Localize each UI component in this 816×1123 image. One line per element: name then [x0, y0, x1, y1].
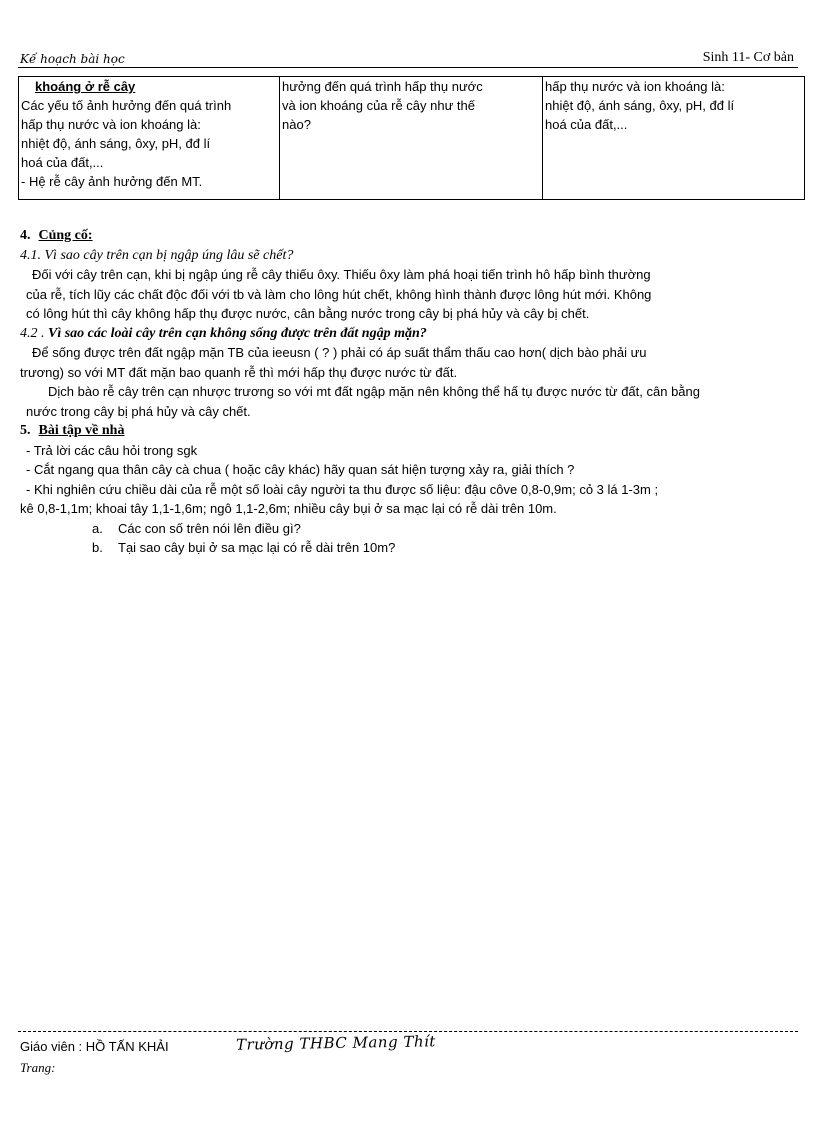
cell-line: và ion khoáng của rễ cây như thế: [282, 98, 475, 113]
lesson-table: [18, 76, 805, 200]
question-1: 4.1. Vì sao cây trên cạn bị ngập úng lâu sẽ chết?: [20, 247, 294, 263]
homework-subitem: b. Tại sao cây bụi ở sa mạc lại có rễ dài trên 10m?: [92, 540, 396, 555]
cell-title: khoáng ở rễ cây: [35, 79, 136, 94]
cell-line: hưởng đến quá trình hấp thụ nước: [282, 79, 483, 94]
homework-item: - Khi nghiên cứu chiều dài của rễ một số loài cây người ta thu được số liệu: đậu côve 0,8-0,9m; cỏ 3 lá 1-3m ;: [26, 481, 659, 497]
cell-line: nhiệt độ, ánh sáng, ôxy, pH, đđ lí: [21, 136, 211, 151]
cell-line: hấp thụ nước và ion khoáng là:: [21, 117, 201, 132]
cell-line: hoá của đất,...: [545, 117, 628, 132]
table-cell-content: [19, 77, 280, 200]
section-4-heading: [20, 226, 800, 246]
header-rule: [18, 67, 798, 68]
header-lesson-plan: Kế hoạch bài học: [20, 52, 125, 66]
table-row: [19, 77, 805, 200]
answer-line: có lông hút thì cây không hấp thụ được nước, cân bằng nước trong cây bị phá hủy và cây bị chết.: [26, 306, 590, 321]
answer-line: của rễ, tích lũy các chất độc đối với tb và làm cho lông hút chết, không hình thành được lông hút mới. Không: [26, 286, 652, 302]
answer-line: trương) so với MT đất mặn bao quanh rễ thì mới hấp thụ được nước từ đất.: [20, 364, 458, 380]
cell-line: nhiệt độ, ánh sáng, ôxy, pH, đđ lí: [545, 98, 735, 113]
cell-line: Các yếu tố ảnh hưởng đến quá trình: [21, 98, 232, 113]
section-number: 5.: [20, 423, 31, 438]
table-cell-student: [543, 77, 805, 200]
section-title: Bài tập về nhà: [38, 423, 125, 438]
footer-teacher: Giáo viên : HỒ TẤN KHẢI: [20, 1039, 169, 1054]
answer-line: Để sống được trên đất ngập mặn TB của ieeusn ( ? ) phải có áp suất thẩm thấu cao hơn( dịch bào phải ưu: [32, 345, 647, 360]
cell-line: - Hệ rễ cây ảnh hưởng đến MT.: [21, 174, 203, 189]
section-title: Củng cố:: [38, 228, 93, 243]
question-text: Vì sao các loài cây trên cạn không sống được trên đất ngập mặn?: [48, 325, 427, 341]
homework-item: - Trả lời các câu hỏi trong sgk: [26, 442, 198, 458]
header-subject: Sinh 11- Cơ bản: [702, 50, 794, 65]
answer-line: Đối với cây trên cạn, khi bị ngập úng rễ cây thiếu ôxy. Thiếu ôxy làm phá hoại tiến trình hô hấp bình thường: [32, 267, 651, 282]
table-cell-teacher: [280, 77, 543, 200]
cell-line: nào?: [282, 117, 311, 132]
homework-subitem: a. Các con số trên nói lên điều gì?: [92, 520, 301, 536]
school-signature: Trường THBC Mang Thít: [235, 1032, 437, 1054]
lesson-body: [20, 226, 800, 558]
footer-page: Trang:: [20, 1060, 56, 1075]
section-5-heading: [20, 421, 800, 441]
section-number: 4.: [20, 228, 31, 243]
answer-line: Dịch bào rễ cây trên cạn nhược trương so với mt đất ngập mặn nên không thể hấ tụ được nước từ đất, cân bằng: [48, 384, 700, 399]
cell-line: hấp thụ nước và ion khoáng là:: [545, 79, 725, 94]
homework-item: kê 0,8-1,1m; khoai tây 1,1-1,6m; ngô 1,1-2,6m; nhiều cây bụi ở sa mạc lại có rễ dài trên 10m.: [20, 501, 557, 516]
homework-item: - Cắt ngang qua thân cây cà chua ( hoặc cây khác) hãy quan sát hiện tượng xảy ra, giải thích ?: [26, 462, 575, 477]
answer-line: nước trong cây bị phá hủy và cây chết.: [26, 403, 251, 419]
cell-line: hoá của đất,...: [21, 155, 104, 170]
question-number: 4.2 .: [20, 325, 45, 341]
question-2: [20, 324, 800, 344]
